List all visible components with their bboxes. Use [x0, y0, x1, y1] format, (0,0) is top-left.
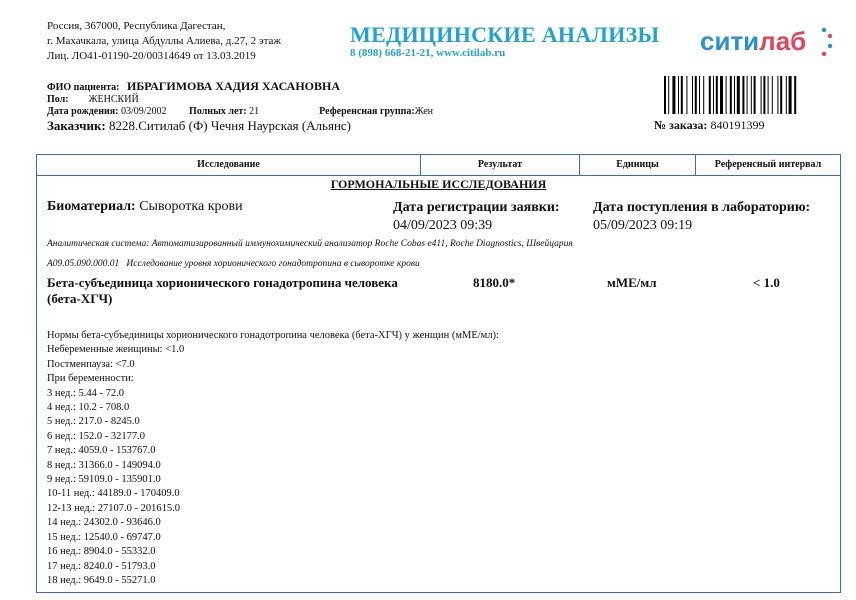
norm-line: 12-13 нед.: 27107.0 - 201615.0 [47, 502, 181, 514]
patient-refgroup: Жен [414, 106, 434, 117]
patient-name: ИБРАГИМОВА ХАДИЯ ХАСАНОВНА [127, 79, 340, 93]
norm-line: 15 нед.: 12540.0 - 69747.0 [47, 531, 161, 543]
address-line: г. Махачкала, улица Абдуллы Алиева, д.27, 2 этаж [47, 35, 282, 47]
norm-line: 9 нед.: 59109.0 - 135901.0 [47, 474, 161, 486]
test-name: Бета-субъединица хорионического гонадотропина человека (бета-ХГЧ) [47, 275, 398, 306]
fio-label: ФИО пациента: [47, 82, 120, 93]
refgroup-label: Референсная группа: [319, 106, 415, 117]
norm-line: Нормы бета-субъединицы хорионического гонадотропина человека (бета-ХГЧ) у женщин (мМЕ/мл): [47, 330, 499, 341]
logo-part-2: лаб [759, 26, 807, 56]
reg-label: Дата регистрации заявки: [393, 200, 560, 215]
biomaterial-value: Сыворотка крови [139, 199, 243, 214]
norm-line: 7 нед.: 4059.0 - 153767.0 [47, 445, 156, 457]
header-result: Результат [421, 155, 580, 175]
logo-dots-icon [820, 24, 834, 64]
table-header [37, 155, 840, 176]
patient-info [47, 80, 433, 118]
header-reference: Референсный интервал [714, 159, 822, 170]
patient-sex: ЖЕНСКИЙ [88, 94, 139, 105]
barcode-icon [664, 76, 836, 114]
norm-line: Постменпауза: <7.0 [47, 358, 135, 370]
section-title: ГОРМОНАЛЬНЫЕ ИССЛЕДОВАНИЯ [330, 177, 547, 191]
norms-list [47, 329, 499, 588]
customer-value: 8228.Ситилаб (Ф) Чечня Наурская (Альянс) [109, 118, 352, 133]
norm-line: 5 нед.: 217.0 - 8245.0 [47, 416, 140, 428]
norm-line: 4 нед.: 10.2 - 708.0 [47, 402, 130, 414]
recv-date-value: 05/09/2023 09:19 [593, 218, 693, 233]
header-units: Единицы [580, 155, 696, 175]
recv-label: Дата поступления в лабораторию: [593, 200, 811, 215]
registration-date [393, 199, 560, 235]
norm-line: 6 нед.: 152.0 - 32177.0 [47, 430, 146, 442]
order-number: 840191399 [710, 118, 765, 132]
norm-line: При беременности: [47, 373, 134, 385]
lab-address [47, 19, 281, 64]
logo-part-1: сити [700, 26, 760, 56]
results-table [36, 154, 841, 593]
norm-line: 8 нед.: 31366.0 - 149094.0 [47, 459, 161, 471]
age-label: Полных лет: [189, 106, 247, 117]
patient-age: 21 [249, 106, 260, 117]
test-units: мМЕ/мл [607, 275, 657, 290]
order-label: № заказа: [654, 118, 708, 132]
sex-label: Пол: [47, 94, 69, 105]
customer-line [47, 118, 351, 134]
order-line [654, 118, 764, 133]
citilab-logo [700, 26, 806, 57]
brand-contacts: 8 (898) 668-21-21, www.citilab.ru [350, 47, 506, 59]
test-reference: < 1.0 [753, 275, 780, 290]
received-date [593, 199, 810, 235]
analytical-system: Аналитическая система: Автоматизированный иммунохимический анализатор Roche Cobas e411, Roche Diagnostics, Швейцария [47, 239, 573, 249]
address-line: Лиц. ЛО41-01190-20/00314649 от 13.03.2019 [47, 50, 256, 62]
norm-line: 17 нед.: 8240.0 - 51793.0 [47, 560, 156, 572]
brand-title: МЕДИЦИНСКИЕ АНАЛИЗЫ [350, 22, 660, 47]
patient-dob: 03/09/2002 [120, 106, 167, 117]
study-code: A09.05.090.000.01 Исследование уровня хорионического гонадотропина в сыворотке крови [47, 259, 420, 269]
test-result: 8180.0* [473, 275, 516, 290]
customer-label: Заказчик: [47, 118, 106, 133]
address-line: Россия, 367000, Республика Дагестан, [47, 20, 226, 32]
norm-line: 18 нед.: 9649.0 - 55271.0 [47, 574, 156, 586]
reg-date-value: 04/09/2023 09:39 [393, 218, 493, 233]
norm-line: 10-11 нед.: 44189.0 - 170409.0 [47, 488, 180, 500]
norm-line: 16 нед.: 8904.0 - 55332.0 [47, 546, 156, 558]
norm-line: 14 нед.: 24302.0 - 93646.0 [47, 517, 161, 529]
biomaterial-label: Биоматериал: [47, 199, 136, 214]
biomaterial [47, 199, 243, 215]
norm-line: 3 нед.: 5.44 - 72.0 [47, 387, 125, 399]
norm-line: Небеременные женщины: <1.0 [47, 344, 185, 356]
dob-label: Дата рождения: [47, 106, 119, 117]
header-study: Исследование [37, 155, 421, 175]
